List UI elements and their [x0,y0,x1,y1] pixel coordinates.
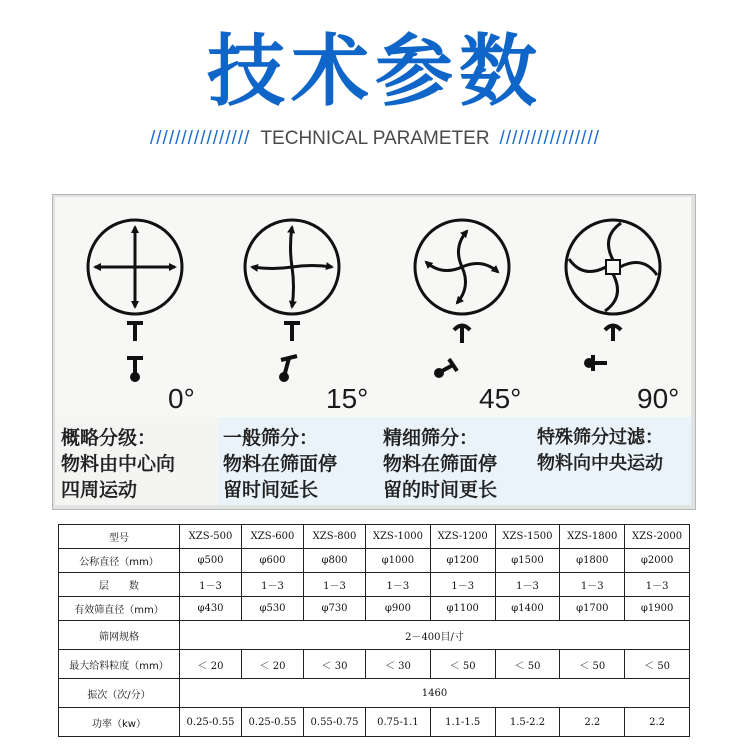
table-cell: XZS-500 [180,525,242,549]
table-cell: 2－400目/寸 [180,621,690,650]
row-label: 筛网规格 [59,621,180,650]
page-subtitle [0,128,750,150]
table-cell: ＜ 20 [242,650,304,679]
table-cell: 1－3 [495,573,560,597]
table-cell: ＜ 50 [625,650,690,679]
row-label: 最大给料粒度（mm） [59,650,180,679]
table-cell: XZS-1200 [430,525,495,549]
description-45: 精细筛分： 物料在筛面停 留的时间更长 [383,427,498,501]
description-0: 概略分级： 物料由中心向 四周运动 [61,427,176,501]
weight-indicator-15-icon [279,323,300,382]
table-cell: 0.25-0.55 [180,708,242,737]
table-cell: XZS-2000 [625,525,690,549]
table-cell: ＜ 50 [560,650,625,679]
table-cell: 0.75-1.1 [366,708,431,737]
table-row-nominal-diameter [59,549,690,573]
subtitle-slashes-left: //////////////// [149,128,251,149]
table-cell: 2.2 [625,708,690,737]
table-cell: ＜ 30 [304,650,366,679]
screening-diagram-panel [52,194,696,510]
description-15: 一般筛分： 物料在筛面停 留时间延长 [223,427,338,501]
table-cell: φ800 [304,549,366,573]
table-cell: 1.5-2.2 [495,708,560,737]
weight-indicator-45-icon [434,325,470,378]
table-row-layers [59,573,690,597]
row-label: 层 数 [59,573,180,597]
table-cell: 2.2 [560,708,625,737]
table-cell: 1.1-1.5 [430,708,495,737]
table-cell: 1－3 [625,573,690,597]
subtitle-slashes-right: //////////////// [499,128,601,149]
table-cell: 1－3 [180,573,242,597]
table-cell: XZS-800 [304,525,366,549]
weight-indicator-90-icon [584,325,621,371]
angle-label-15: 15° [326,383,369,414]
table-row-vibration [59,679,690,708]
table-cell: φ1700 [560,597,625,621]
table-cell: ＜ 30 [366,650,431,679]
weight-indicator-0-icon [127,323,143,382]
table-cell: φ600 [242,549,304,573]
table-cell: φ1000 [366,549,431,573]
table-cell: φ1400 [495,597,560,621]
table-cell: φ1100 [430,597,495,621]
table-cell: 1－3 [560,573,625,597]
table-cell: φ1500 [495,549,560,573]
row-label: 有效筛直径（mm） [59,597,180,621]
table-cell: φ730 [304,597,366,621]
table-row-effective-diameter [59,597,690,621]
page-title: 技术参数 [206,27,543,117]
row-label: 公称直径（mm） [59,549,180,573]
table-cell: XZS-1800 [560,525,625,549]
table-row-mesh [59,621,690,650]
table-cell: 1460 [180,679,690,708]
table-cell: φ1900 [625,597,690,621]
description-90: 特殊筛分过滤： 物料向中央运动 [537,427,663,474]
motion-circle-0-icon [88,220,182,314]
table-cell: 1－3 [430,573,495,597]
table-row-model [59,525,690,549]
table-cell: φ900 [366,597,431,621]
row-label: 功率（kw） [59,708,180,737]
subtitle-text: TECHNICAL PARAMETER [260,128,490,149]
table-cell: 0.55-0.75 [304,708,366,737]
table-cell: 1－3 [304,573,366,597]
table-cell: φ500 [180,549,242,573]
angle-label-90: 90° [637,383,680,414]
table-cell: 1－3 [242,573,304,597]
motion-circle-15-icon [245,220,339,314]
table-row-power [59,708,690,737]
table-cell: XZS-1000 [366,525,431,549]
motion-circle-90-icon [566,220,660,314]
table-cell: ＜ 50 [495,650,560,679]
table-cell: 1－3 [366,573,431,597]
table-cell: ＜ 20 [180,650,242,679]
angle-label-0: 0° [168,383,195,414]
table-cell: XZS-600 [242,525,304,549]
row-label: 振次（次/分） [59,679,180,708]
row-label: 型号 [59,525,180,549]
table-cell: φ2000 [625,549,690,573]
table-cell: φ1200 [430,549,495,573]
spec-table [58,524,690,737]
table-cell: φ1800 [560,549,625,573]
table-cell: ＜ 50 [430,650,495,679]
motion-circle-45-icon [415,220,509,314]
table-cell: XZS-1500 [495,525,560,549]
table-cell: φ530 [242,597,304,621]
table-cell: 0.25-0.55 [242,708,304,737]
table-row-feed-size [59,650,690,679]
angle-label-45: 45° [479,383,522,414]
table-cell: φ430 [180,597,242,621]
